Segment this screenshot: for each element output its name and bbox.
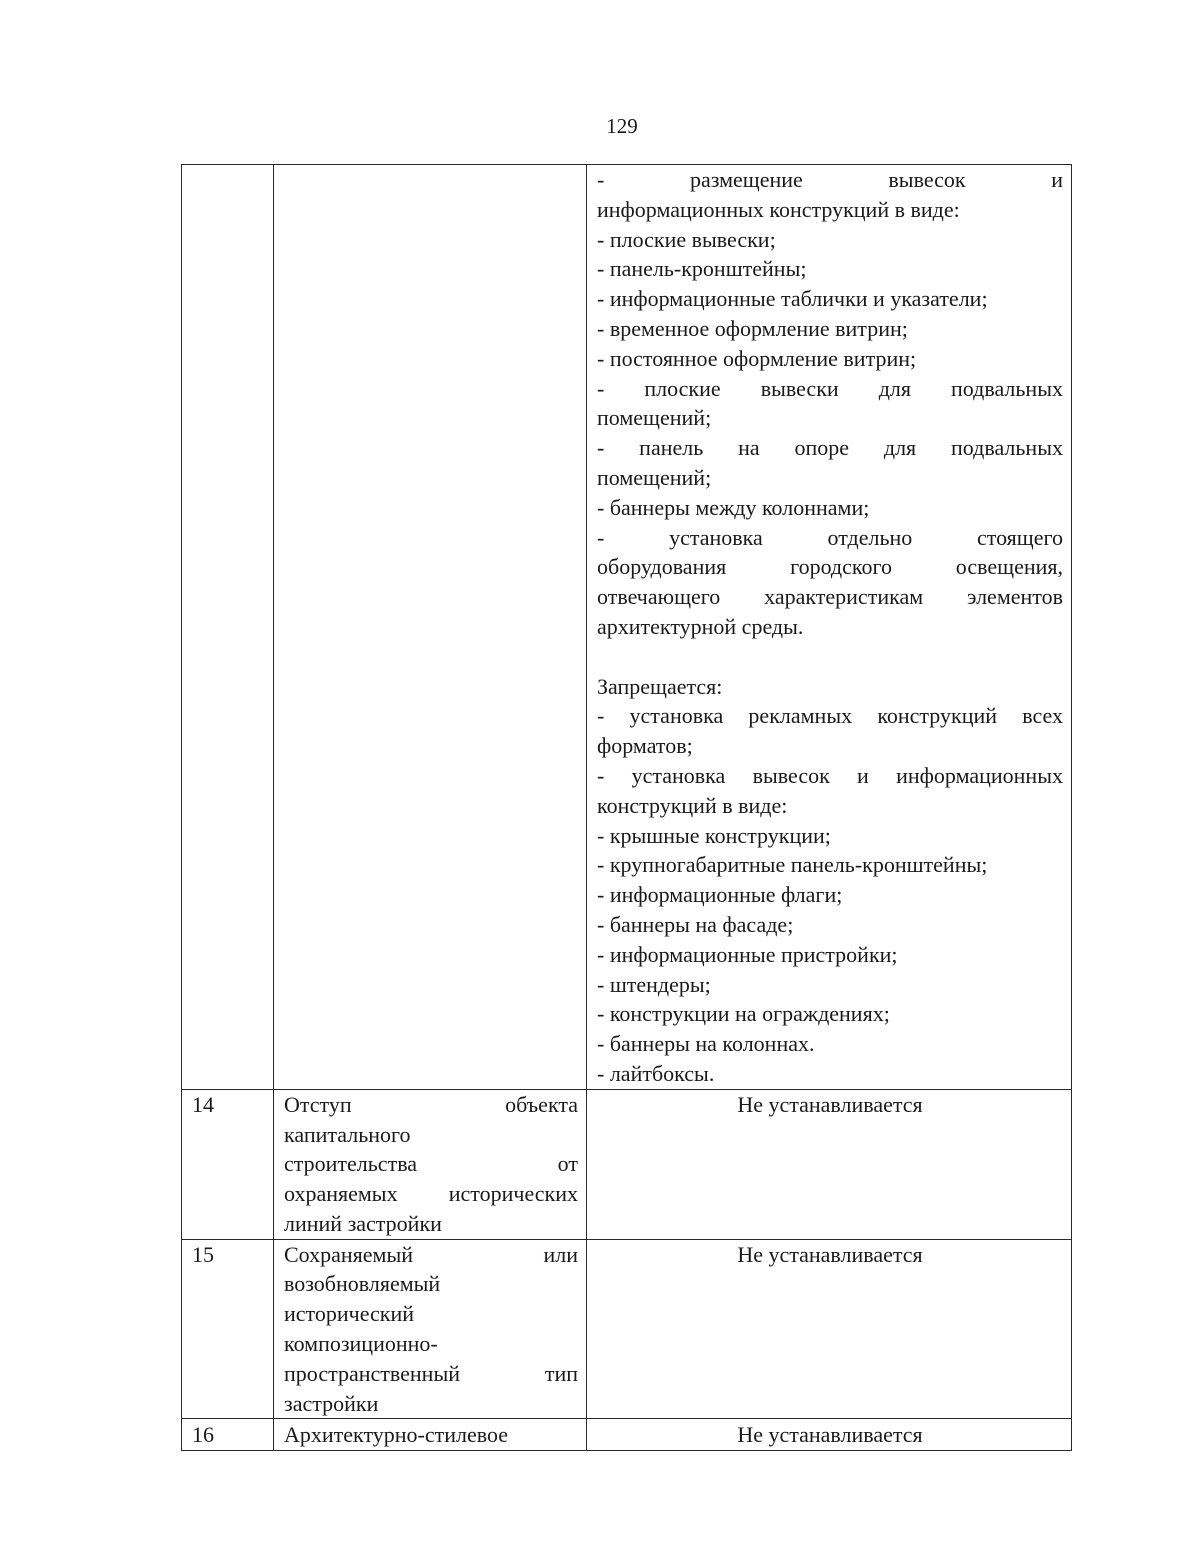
table-row-16 [182,1419,1072,1451]
text-line: - плоские вывески; [597,226,776,252]
row-number-cell [182,165,274,1090]
text-line: - баннеры на колоннах. [597,1031,815,1057]
row-number: 15 [182,1239,274,1419]
text-line: - крупногабаритные панель-кронштейны; [597,852,988,878]
parameters-table [181,164,1072,1451]
text-line: - установка рекламных конструкций всех [597,703,1063,729]
row-name [274,1419,587,1451]
text-line: - панель-кронштейны; [597,256,807,282]
text-line: - конструкции на ограждениях; [597,1001,890,1027]
row-number: 14 [182,1089,274,1239]
prohibited-list [597,672,1063,1089]
text-line: - информационные таблички и указатели; [597,286,988,312]
row-value: Не устанавливается [587,1419,1072,1451]
text-line: - информационные флаги; [597,882,843,908]
text-line: - постоянное оформление витрин; [597,345,917,371]
text-line: Архитектурно-стилевое [284,1422,509,1448]
text-line: Отступ объекта [284,1091,578,1117]
text-line: - крышные конструкции; [597,822,831,848]
text-line: - баннеры на фасаде; [597,911,794,937]
allowed-list [597,165,1063,642]
row-number: 16 [182,1419,274,1451]
text-line: оборудования городского освещения, [597,554,1063,580]
text-line: Сохраняемый или [284,1241,578,1267]
text-line: пространственный тип [284,1360,578,1386]
text-line: информационных конструкций в виде: [597,196,960,222]
text-line: - баннеры между колоннами; [597,494,870,520]
text-line: - панель на опоре для подвальных [597,435,1063,461]
text-line: - штендеры; [597,971,711,997]
text-line: - лайтбоксы. [597,1060,715,1086]
text-line: - установка вывесок и информационных [597,762,1063,788]
text-line: - размещение вывесок и [597,167,1063,192]
text-line: архитектурной среды. [597,613,804,639]
text-line: - информационные пристройки; [597,941,898,967]
table-row-continued [182,165,1072,1090]
table-row-14 [182,1089,1072,1239]
text-line: конструкций в виде: [597,792,788,818]
paragraph-spacer [597,642,1063,672]
text-line: исторический [284,1301,415,1327]
text-line: охраняемых исторических [284,1181,578,1207]
text-line: форматов; [597,733,693,759]
row-name [274,1239,587,1419]
text-line: линий застройки [284,1210,442,1236]
row-value-cell [587,165,1072,1090]
text-line: помещений; [597,405,712,431]
page-number: 129 [606,114,638,138]
text-line: застройки [284,1390,379,1416]
text-line: возобновляемый [284,1271,441,1297]
text-line: капитального [284,1121,411,1147]
text-line: строительства от [284,1151,578,1177]
row-value: Не устанавливается [587,1239,1072,1419]
text-line: - установка отдельно стоящего [597,524,1063,550]
text-line: отвечающего характеристикам элементов [597,584,1063,610]
row-name-cell [274,165,587,1090]
text-line: Запрещается: [597,673,723,699]
row-name [274,1089,587,1239]
table-row-15 [182,1239,1072,1419]
text-line: - плоские вывески для подвальных [597,375,1063,401]
text-line: помещений; [597,464,712,490]
text-line: композиционно- [284,1331,438,1357]
text-line: - временное оформление витрин; [597,315,908,341]
row-value: Не устанавливается [587,1089,1072,1239]
